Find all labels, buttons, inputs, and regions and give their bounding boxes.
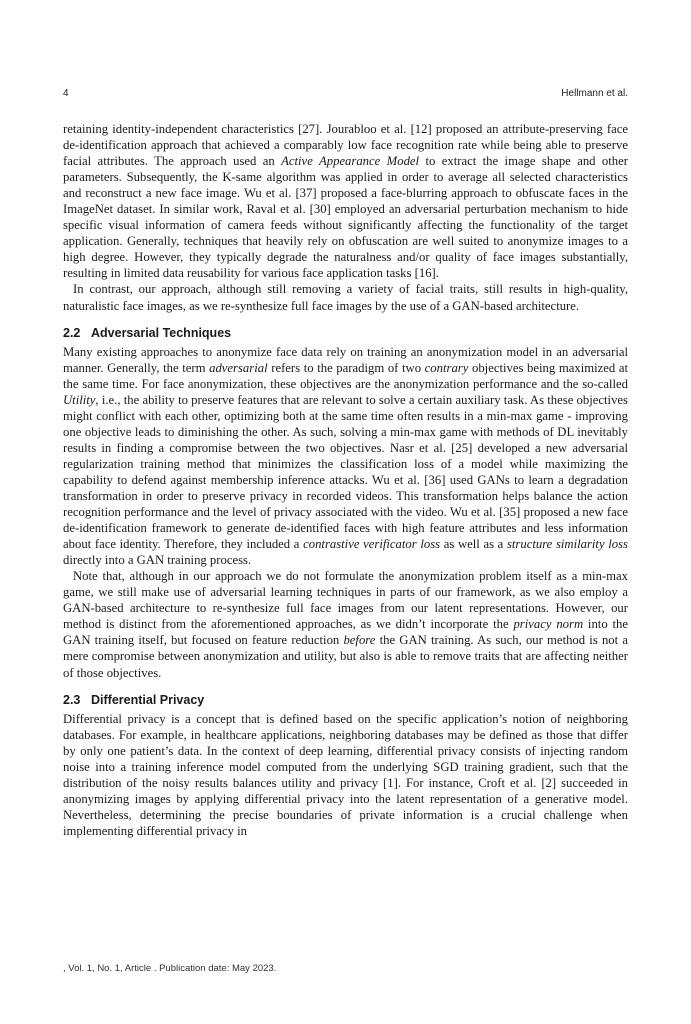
page-number: 4 (63, 88, 69, 99)
running-authors: Hellmann et al. (561, 88, 628, 99)
section-title: Adversarial Techniques (91, 325, 232, 340)
section-number: 2.3 (63, 692, 81, 707)
section-heading (63, 325, 628, 341)
paragraph: In contrast, our approach, although still removing a variety of facial traits, still results in high-quality, naturalistic face images, as we re-synthesize full face images by the use of a GAN-based architecture. (63, 282, 628, 313)
section-number: 2.2 (63, 325, 81, 340)
paragraph: retaining identity-independent characteristics [27]. Jourabloo et al. [12] proposed an attribute-preserving face de-identification approach that achieved a comparably low face recognition rate while being able to preserve facial attributes. The approach used an Active Appearance Model to extract the image shape and other parameters. Subsequently, the K-same algorithm was applied in order to average all selected characteristics and reconstruct a new face image. Wu et al. [37] proposed a face-blurring approach to obfuscate faces in the ImageNet dataset. In similar work, Raval et al. [30] employed an adversarial perturbation mechanism to hide specific visual information of camera feeds without significantly affecting the functionality of the target application. Generally, techniques that heavily rely on obfuscation are well suited to anonymize images to a high degree. However, they typically degrade the naturalness and/or quality of face images substantially, resulting in limited data reusability for various face application tasks [16]. (63, 122, 628, 281)
section-title: Differential Privacy (91, 692, 205, 707)
section-heading (63, 692, 628, 708)
paragraph: Note that, although in our approach we do not formulate the anonymization problem itself as a min-max game, we still make use of adversarial learning techniques in parts of our framework, as we also employ a GAN-based architecture to re-synthesize full face images from our latent representations. However, our method is distinct from the aforementioned approaches, as we didn’t incorporate the privacy norm into the GAN training itself, but focused on feature reduction before the GAN training. As such, our method is not a mere compromise between anonymization and utility, but also is able to remove traits that are affecting neither of those objectives. (63, 569, 628, 680)
page-footer: , Vol. 1, No. 1, Article . Publication date: May 2023. (63, 963, 277, 974)
paragraph: Differential privacy is a concept that is defined based on the specific application’s notion of neighboring databases. For example, in healthcare applications, neighboring databases may be defined as those that differ by only one patient’s data. In the context of deep learning, differential privacy consists of injecting random noise into a training inference model computed from the underlying SGD training gradient, such that the distribution of the noisy results balances utility and privacy [1]. For instance, Croft et al. [2] succeeded in anonymizing images by applying differential privacy into the latent representation of a generative model. Nevertheless, determining the precise boundaries of private information is a crucial challenge when implementing differential privacy in (63, 711, 628, 838)
body-text (63, 121, 628, 839)
paragraph: Many existing approaches to anonymize face data rely on training an anonymization model in an adversarial manner. Generally, the term adversarial refers to the paradigm of two contrary objectives being maximized at the same time. For face anonymization, these objectives are the anonymization performance and the so-called Utility, i.e., the ability to preserve features that are relevant to solve a certain auxiliary task. As these objectives might conflict with each other, optimizing both at the same time often results in a min-max game - improving one objective leads to diminishing the other. As such, solving a min-max game with methods of DL inevitably results in finding a compromise between the two objectives. Nasr et al. [25] developed a new adversarial regularization training method that minimizes the classification loss of a model while maximizing the capability to defend against membership inference attacks. Wu et al. [36] used GANs to learn a degradation transformation in order to preserve privacy in recorded videos. This transformation helps balance the action recognition performance and the level of privacy associated with the video. Wu et al. [35] proposed a new face de-identification framework to generate de-identified faces with high feature attributes and less information about face identity. Therefore, they included a contrastive verificator loss as well as a structure similarity loss directly into a GAN training process. (63, 344, 628, 568)
